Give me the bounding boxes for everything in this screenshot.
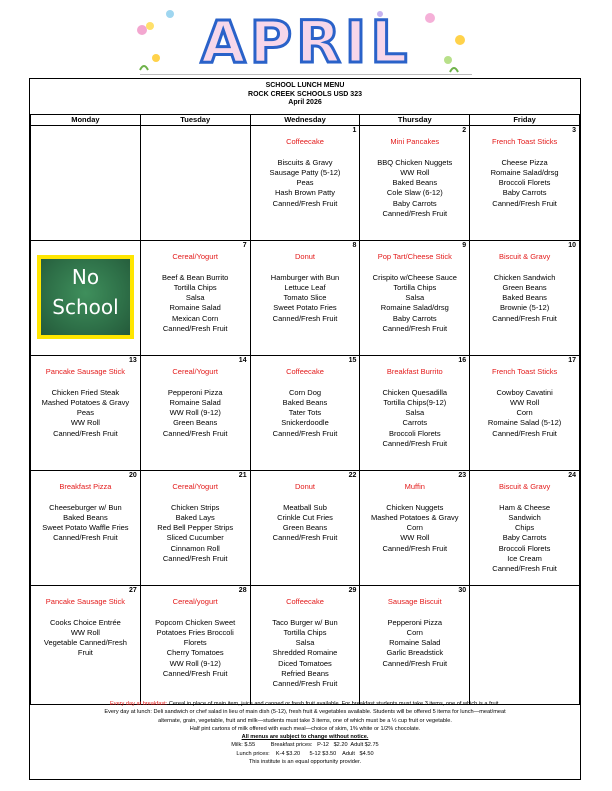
day-cell (31, 586, 141, 705)
breakfast-item: Cereal/Yogurt (172, 252, 218, 261)
date-number: 22 (348, 472, 357, 479)
date-number: 3 (572, 127, 576, 134)
date-number: 2 (462, 127, 467, 134)
menu-cell (470, 126, 579, 209)
day-cell (360, 126, 470, 241)
lunch-item: Green Beans (282, 523, 328, 533)
lunch-item: Salsa (405, 408, 425, 418)
breakfast-item: Breakfast Pizza (59, 482, 112, 491)
breakfast-item: Pancake Sausage Stick (45, 597, 125, 606)
lunch-item: Canned/Fresh Fruit (492, 564, 557, 574)
lunch-item: Green Beans (502, 282, 547, 292)
date-number: 24 (568, 472, 576, 479)
date-number: 23 (458, 472, 467, 479)
breakfast-item: Biscuit & Gravy (498, 252, 551, 261)
menu-title: SCHOOL LUNCH MENU (265, 82, 345, 89)
date-number: 21 (238, 472, 247, 479)
lunch-item: Tortilla Chips (393, 282, 437, 292)
lunch-item: Chicken Quesadilla (382, 387, 448, 397)
day-header-thursday: Thursday (360, 115, 470, 126)
lunch-item: Baby Carrots (502, 188, 547, 198)
menu-cell (360, 241, 469, 334)
day-cell (140, 586, 250, 705)
day-cell (31, 126, 141, 241)
lunch-item: WW Roll (400, 167, 430, 177)
date-number: 8 (352, 242, 357, 249)
day-cell (250, 126, 360, 241)
lunch-item: Sweet Potato Fries (273, 303, 337, 313)
lunch-item: Canned/Fresh Fruit (162, 324, 228, 334)
breakfast-item: French Toast Sticks (491, 137, 558, 146)
lunch-item: Tater Tots (288, 408, 322, 418)
date-number: 27 (129, 587, 137, 594)
lunch-item: Pepperoni Pizza (167, 387, 223, 397)
menu-cell (360, 126, 469, 219)
spacer (470, 147, 579, 157)
lunch-item: WW Roll (9-12) (169, 408, 221, 418)
lunch-item: Canned/Fresh Fruit (382, 209, 448, 219)
breakfast-item: Cereal/Yogurt (172, 482, 218, 491)
menu-cell (470, 356, 579, 439)
breakfast-item: Biscuit & Gravy (498, 482, 551, 491)
menu-cell (360, 471, 469, 554)
date-number: 16 (458, 357, 467, 364)
day-cell (360, 241, 470, 356)
spacer (141, 492, 250, 502)
lunch-item: Mexican Corn (172, 313, 219, 323)
date-number: 10 (568, 242, 576, 249)
date-number: 28 (238, 587, 247, 594)
breakfast-item: Sausage Biscuit (387, 597, 442, 606)
lunch-item: Canned/Fresh Fruit (382, 324, 448, 334)
day-cell (250, 586, 360, 705)
lunch-item: Canned/Fresh Fruit (272, 533, 338, 543)
date-number: 1 (352, 127, 357, 134)
breakfast-item: Pancake Sausage Stick (45, 367, 125, 376)
menu-cell (360, 356, 469, 449)
lunch-item: Tortilla Chips (173, 282, 217, 292)
day-header-monday: Monday (31, 115, 141, 126)
day-header-friday: Friday (470, 115, 580, 126)
lunch-item: Baked Beans (63, 512, 108, 522)
lunch-item: Popcorn Chicken Sweet (155, 617, 236, 627)
lunch-note-1: Every day at lunch: Deli sandwich or chef salad in lieu of main dish (5-12), fresh fruit & vegetables available. Students will be offered 5 items for lunch—meat/meat (104, 709, 506, 716)
lunch-item: Cherry Tomatoes (166, 648, 224, 658)
prices-line-2: Lunch prices: K-4 $3.20 5-12 $3.50 Adult $4.50 (236, 750, 374, 757)
date-number: 14 (238, 357, 247, 364)
menu-cell (251, 241, 360, 324)
lunch-item: Red Bell Pepper Strips (157, 523, 234, 533)
lunch-item: WW Roll (70, 627, 100, 637)
lunch-item: Chicken Nuggets (386, 502, 444, 512)
lunch-item: Canned/Fresh Fruit (162, 428, 228, 438)
spacer (470, 492, 579, 502)
day-cell (140, 356, 250, 471)
menu-cell (251, 586, 360, 690)
lunch-item: Canned/Fresh Fruit (492, 198, 557, 208)
day-cell (31, 356, 141, 471)
date-number: 9 (462, 242, 467, 249)
lunch-item: Hamburger with Bun (270, 272, 340, 282)
lunch-item: Baby Carrots (502, 533, 547, 543)
lunch-item: Canned/Fresh Fruit (53, 428, 118, 438)
lunch-item: Crinkle Cut Fries (277, 512, 333, 522)
lunch-item: Salsa (185, 293, 205, 303)
lunch-item: BBQ Chicken Nuggets (377, 157, 453, 167)
spacer (31, 377, 140, 387)
spacer (360, 262, 469, 272)
menu-cell (31, 356, 140, 439)
menu-month: April 2026 (288, 99, 322, 107)
menu-header (30, 82, 580, 108)
menu-cell (31, 586, 140, 659)
spacer (360, 607, 469, 617)
lunch-item: Canned/Fresh Fruit (162, 554, 228, 564)
lunch-item: Sliced Cucumber (166, 533, 224, 543)
menu-cell (360, 586, 469, 669)
breakfast-item: Cereal/Yogurt (172, 367, 218, 376)
lunch-item: Baby Carrots (392, 198, 437, 208)
breakfast-item: French Toast Sticks (491, 367, 558, 376)
lunch-item: Canned/Fresh Fruit (53, 533, 118, 543)
day-cell (140, 241, 250, 356)
date-number: 29 (348, 587, 357, 594)
lunch-item: Chicken Sandwich (493, 272, 556, 282)
spacer (141, 607, 250, 617)
day-cell (360, 356, 470, 471)
week-row (31, 586, 580, 705)
lunch-item: Baked Beans (392, 178, 438, 188)
menu-cell (251, 471, 360, 544)
week-row (31, 126, 580, 241)
date-number: 7 (242, 242, 247, 249)
lunch-item: Broccoli Florets (498, 543, 551, 553)
breakfast-item: Donut (294, 482, 315, 491)
lunch-item: Brownie (5-12) (500, 303, 550, 313)
menu-cell (141, 241, 250, 334)
spacer (360, 377, 469, 387)
day-cell (360, 586, 470, 705)
lunch-item: Canned/Fresh Fruit (272, 198, 338, 208)
lunch-item: Baby Carrots (392, 313, 437, 323)
lunch-item: Corn (406, 523, 423, 533)
lunch-item: Sweet Potato Waffle Fries (42, 523, 129, 533)
lunch-item: Shredded Romaine (272, 648, 338, 658)
breakfast-item: Coffeecake (286, 367, 324, 376)
lunch-item: Corn (516, 408, 533, 418)
lunch-item: Beef & Bean Burrito (162, 272, 229, 282)
spacer (360, 492, 469, 502)
lunch-item: Corn (406, 627, 423, 637)
prices-line-1: Milk: $.55 Breakfast prices: P-12 $2.20 Adult $2.75 (231, 742, 379, 749)
lunch-item: Biscuits & Gravy (277, 157, 333, 167)
lunch-item: Cooks Choice Entrée (49, 617, 121, 627)
lunch-item: Baked Lays (175, 512, 215, 522)
no-school-line-2: School (52, 295, 119, 319)
day-cell (470, 471, 580, 586)
week-row (31, 241, 580, 356)
date-number: 15 (348, 357, 357, 364)
lunch-item: Canned/Fresh Fruit (492, 428, 557, 438)
lunch-item: Ham & Cheese (499, 502, 551, 512)
milk-note: Half pint cartons of milk offered with each meal—choice of skim, 1% white or 1/2% chocolate. (189, 725, 421, 732)
day-cell (470, 586, 580, 705)
lunch-item: Cheeseburger w/ Bun (49, 502, 122, 512)
day-cell (360, 471, 470, 586)
spacer (251, 377, 360, 387)
lunch-item: Romaine Salad (5-12) (487, 418, 562, 428)
lunch-item: Romaine Salad/drsg (380, 303, 449, 313)
lunch-item: Corn Dog (288, 387, 322, 397)
lunch-item: Snickerdoodle (281, 418, 329, 428)
spacer (251, 492, 360, 502)
lunch-item: Canned/Fresh Fruit (492, 313, 557, 323)
lunch-item: Canned/Fresh Fruit (382, 543, 448, 553)
lunch-item: Florets (183, 638, 207, 648)
lunch-item: Broccoli Florets (388, 428, 441, 438)
breakfast-item: Pop Tart/Cheese Stick (377, 252, 452, 261)
day-header-wednesday: Wednesday (250, 115, 360, 126)
lunch-item: Salsa (405, 293, 425, 303)
breakfast-item: Donut (294, 252, 315, 261)
day-cell (31, 471, 141, 586)
menu-frame (29, 78, 581, 780)
lunch-calendar (30, 114, 580, 705)
lunch-item: Crispito w/Cheese Sauce (372, 272, 457, 282)
lunch-item: Vegetable Canned/Fresh (43, 638, 127, 648)
lunch-item: Cinnamon Roll (170, 543, 220, 553)
lunch-item: Tortilla Chips(9-12) (383, 397, 447, 407)
lunch-item: Canned/Fresh Fruit (382, 439, 448, 449)
spacer (251, 147, 360, 157)
day-cell (140, 471, 250, 586)
banner-title: APRIL (200, 8, 412, 76)
chalkboard (41, 259, 130, 335)
date-number: 17 (568, 357, 576, 364)
lunch-item: Peas (296, 178, 314, 188)
date-number: 13 (129, 357, 137, 364)
menu-cell (470, 471, 579, 575)
breakfast-note: Cereal in place of main item, juice and canned or fresh fruit available. For breakfast students must take 3 items, one of which is a fruit. (167, 701, 500, 707)
no-school-line-1: No (71, 265, 100, 289)
menu-footer (30, 700, 580, 766)
lunch-item: Canned/Fresh Fruit (272, 428, 338, 438)
lunch-item: Mashed Potatoes & Gravy (41, 397, 130, 407)
breakfast-item: Breakfast Burrito (386, 367, 443, 376)
day-cell (470, 241, 580, 356)
day-cell (250, 471, 360, 586)
no-school-sign (37, 255, 134, 339)
lunch-item: Cole Slaw (6-12) (386, 188, 443, 198)
lunch-item: Ice Cream (507, 554, 542, 564)
lunch-item: Fruit (77, 648, 93, 658)
lunch-item: Romaine Salad (169, 303, 221, 313)
breakfast-item: Cereal/yogurt (172, 597, 218, 606)
lunch-item: Garlic Breadstick (386, 648, 444, 658)
week-row (31, 356, 580, 471)
breakfast-item: Coffeecake (286, 597, 324, 606)
day-cell (250, 356, 360, 471)
lunch-item: Sandwich (508, 512, 541, 522)
banner-divider (140, 74, 472, 75)
lunch-item: Romaine Salad (169, 397, 221, 407)
menu-cell (251, 126, 360, 209)
lunch-item: Romaine Salad (389, 638, 441, 648)
lunch-item: Chicken Fried Steak (51, 387, 120, 397)
breakfast-note-lead: Every day at breakfast: (110, 701, 168, 707)
spacer (251, 607, 360, 617)
spacer (31, 607, 140, 617)
lunch-item: Mashed Potatoes & Gravy (371, 512, 459, 522)
spacer (31, 492, 140, 502)
lunch-item: Broccoli Florets (498, 178, 551, 188)
spacer (251, 262, 360, 272)
lunch-item: WW Roll (400, 533, 430, 543)
lunch-item: Salsa (295, 638, 315, 648)
week-row (31, 471, 580, 586)
lunch-item: Chicken Strips (171, 502, 220, 512)
breakfast-item: Muffin (404, 482, 425, 491)
lunch-item: Canned/Fresh Fruit (382, 658, 448, 668)
menu-cell (141, 471, 250, 564)
spacer (470, 377, 579, 387)
lunch-item: WW Roll (9-12) (169, 658, 221, 668)
lunch-item: Meatball Sub (283, 502, 327, 512)
district-name: ROCK CREEK SCHOOLS USD 323 (248, 90, 362, 98)
day-cell (250, 241, 360, 356)
lunch-item: Canned/Fresh Fruit (272, 313, 338, 323)
change-notice: All menus are subject to change without notice. (241, 734, 369, 741)
date-number: 20 (129, 472, 137, 479)
spacer (141, 262, 250, 272)
spacer (360, 147, 469, 157)
lunch-item: Canned/Fresh Fruit (272, 679, 338, 689)
breakfast-item: Mini Pancakes (390, 137, 440, 146)
day-cell (140, 126, 250, 241)
breakfast-item: Coffeecake (286, 137, 324, 146)
menu-cell (470, 241, 579, 324)
day-cell (470, 126, 580, 241)
lunch-item: Cheese Pizza (501, 157, 548, 167)
lunch-item: Taco Burger w/ Bun (272, 617, 338, 627)
lunch-item: Canned/Fresh Fruit (162, 669, 228, 679)
menu-cell (141, 356, 250, 439)
lunch-item: Baked Beans (502, 293, 547, 303)
lunch-item: Tomato Slice (283, 293, 327, 303)
menu-cell (141, 586, 250, 679)
lunch-item: Romaine Salad/drsg (490, 167, 559, 177)
lunch-item: Tortilla Chips (283, 627, 327, 637)
lunch-item: Pepperoni Pizza (387, 617, 443, 627)
lunch-item: WW Roll (70, 418, 100, 428)
lunch-note-2: alternate, grain, vegetable, fruit and milk—students must take 3 items, one of which must be a ½ cup fruit or vegetable. (158, 717, 452, 724)
lunch-item: Hash Brown Patty (274, 188, 335, 198)
menu-cell (251, 356, 360, 439)
lunch-item: Peas (76, 408, 94, 418)
date-number: 30 (458, 587, 467, 594)
lunch-item: Lettuce Leaf (284, 282, 326, 292)
lunch-item: Refried Beans (281, 669, 329, 679)
lunch-item: Potatoes Fries Broccoli (156, 627, 234, 637)
menu-cell (31, 471, 140, 544)
lunch-item: Baked Beans (282, 397, 328, 407)
lunch-item: Diced Tomatoes (278, 658, 332, 668)
day-cell (31, 241, 141, 356)
lunch-item: WW Roll (510, 397, 540, 407)
lunch-item: Sausage Patty (5-12) (269, 167, 341, 177)
lunch-item: Carrots (402, 418, 428, 428)
day-cell (470, 356, 580, 471)
lunch-item: Chips (515, 523, 535, 533)
spacer (141, 377, 250, 387)
lunch-item: Cowboy Cavatini (496, 387, 553, 397)
spacer (470, 262, 579, 272)
april-banner (130, 0, 482, 76)
equal-opportunity: This institute is an equal opportunity provider. (248, 759, 362, 766)
lunch-item: Green Beans (173, 418, 218, 428)
day-header-tuesday: Tuesday (140, 115, 250, 126)
